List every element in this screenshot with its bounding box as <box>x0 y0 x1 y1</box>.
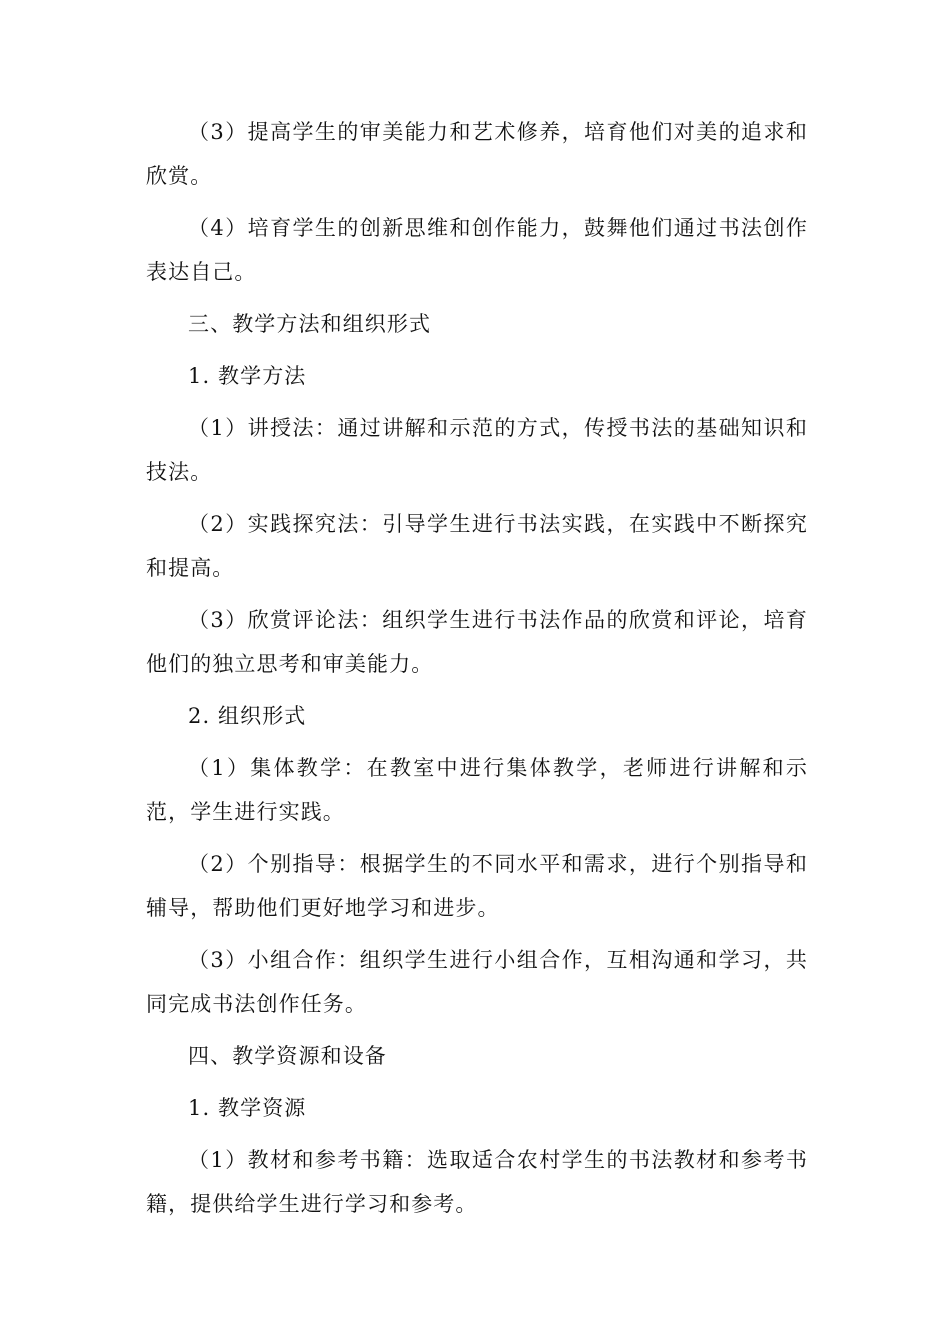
paragraph-gap <box>146 1026 808 1034</box>
paragraph-gap <box>146 398 808 406</box>
paragraph-org-2: （2）个别指导：根据学生的不同水平和需求，进行个别指导和辅导，帮助他们更好地学习和进步。 <box>146 852 808 920</box>
paragraph-gap <box>146 590 808 598</box>
paragraph-gap <box>146 294 808 302</box>
paragraph-org-1: （1）集体教学：在教室中进行集体教学，老师进行讲解和示范，学生进行实践。 <box>146 756 808 824</box>
paragraph-gap <box>146 198 808 206</box>
paragraph-gap <box>146 738 808 746</box>
paragraph-goal-4: （4）培育学生的创新思维和创作能力，鼓舞他们通过书法创作表达自己。 <box>146 216 808 284</box>
section-heading-methods: 三、教学方法和组织形式 <box>188 312 432 336</box>
paragraph-gap <box>146 686 808 694</box>
paragraph-gap <box>146 930 808 938</box>
paragraph-gap <box>146 834 808 842</box>
paragraph-gap <box>146 1078 808 1086</box>
paragraph-method-2: （2）实践探究法：引导学生进行书法实践，在实践中不断探究和提高。 <box>146 512 808 580</box>
subheading-teaching-resources: 1. 教学资源 <box>188 1096 307 1120</box>
subheading-organization: 2. 组织形式 <box>188 704 307 728</box>
paragraph-goal-3: （3）提高学生的审美能力和艺术修养，培育他们对美的追求和欣赏。 <box>146 120 808 188</box>
paragraph-gap <box>146 346 808 354</box>
paragraph-gap <box>146 1130 808 1138</box>
paragraph-gap <box>146 494 808 502</box>
section-heading-resources: 四、教学资源和设备 <box>188 1044 387 1068</box>
paragraph-method-3: （3）欣赏评论法：组织学生进行书法作品的欣赏和评论，培育他们的独立思考和审美能力。 <box>146 608 808 676</box>
document-body <box>146 110 808 1226</box>
subheading-teaching-methods: 1. 教学方法 <box>188 364 307 388</box>
paragraph-org-3: （3）小组合作：组织学生进行小组合作，互相沟通和学习，共同完成书法创作任务。 <box>146 948 808 1016</box>
paragraph-method-1: （1）讲授法：通过讲解和示范的方式，传授书法的基础知识和技法。 <box>146 416 808 484</box>
paragraph-resource-1: （1）教材和参考书籍：选取适合农村学生的书法教材和参考书籍，提供给学生进行学习和参考。 <box>146 1148 808 1216</box>
